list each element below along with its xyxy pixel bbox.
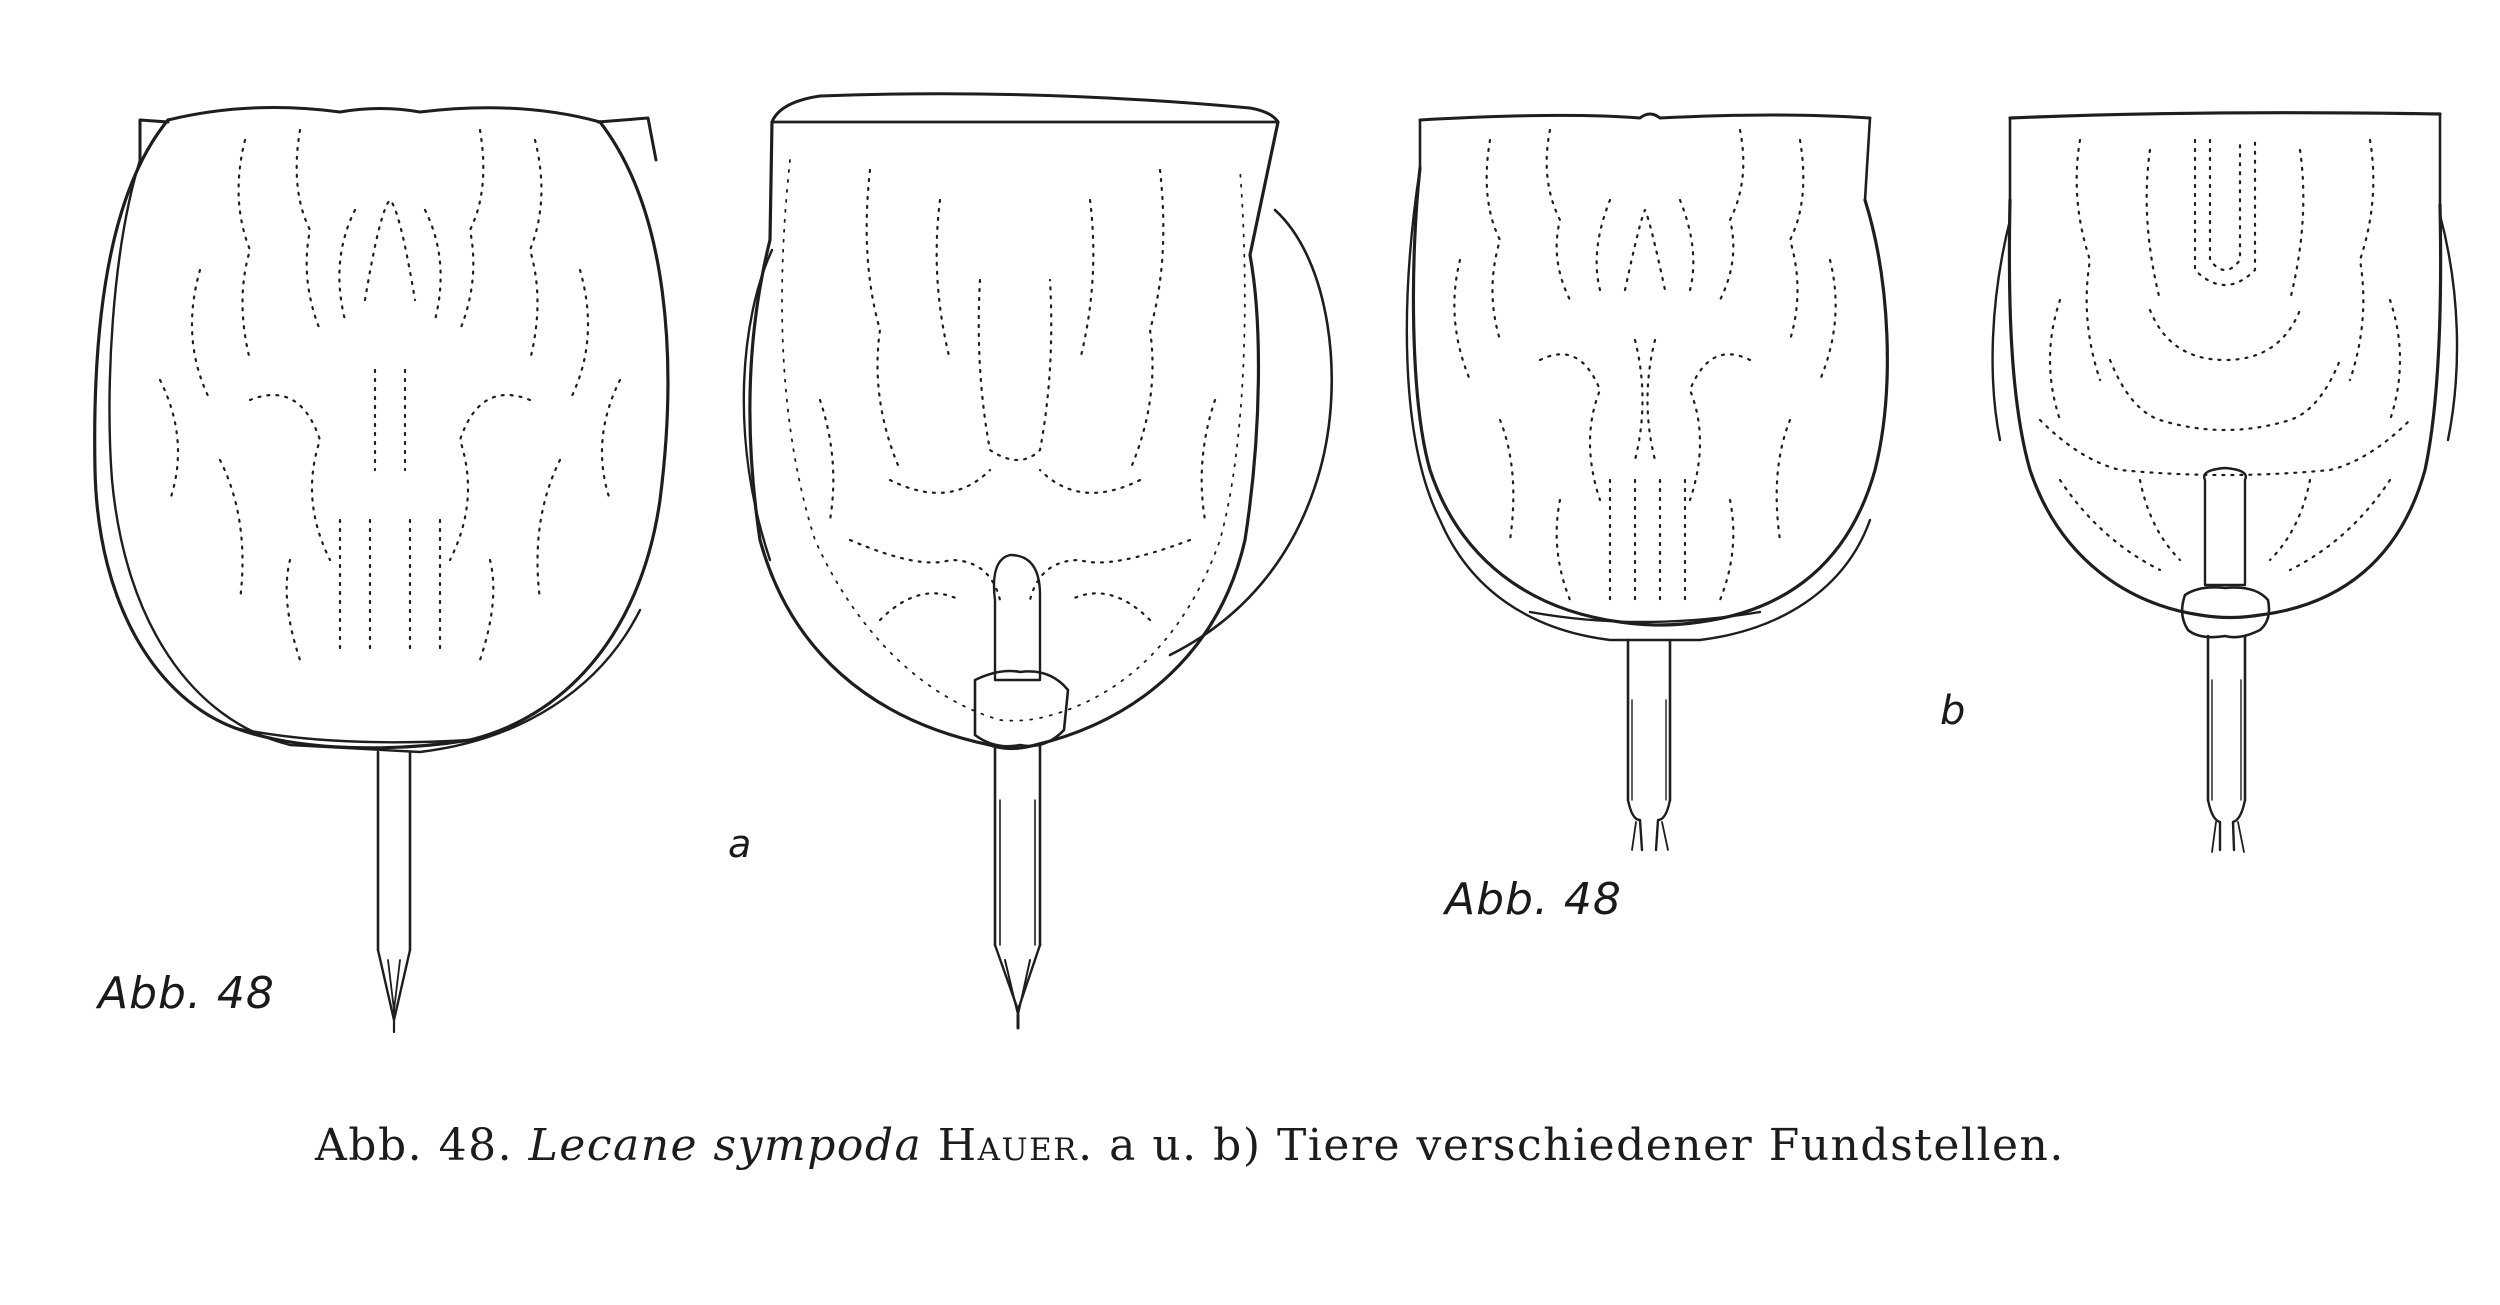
figure-label-left: Abb. 48 [98, 968, 275, 1019]
figure-caption [315, 1120, 2315, 1171]
panel-label-b: b [1940, 688, 1966, 734]
caption-author: Hauer. [937, 1120, 1094, 1171]
specimen-1-dorsal [95, 108, 668, 1033]
caption-species: Lecane sympoda [528, 1120, 923, 1171]
panel-label-a: a [728, 822, 752, 866]
caption-number: Abb. 48. [315, 1120, 514, 1171]
caption-description: a u. b) Tiere verschiedener Fundstellen. [1109, 1120, 2065, 1171]
specimen-3-dorsal [1407, 114, 1887, 850]
figure-label-right: Abb. 48 [1445, 874, 1622, 925]
specimen-2-ventral [744, 94, 1332, 1028]
specimen-4-ventral [1993, 113, 2457, 852]
